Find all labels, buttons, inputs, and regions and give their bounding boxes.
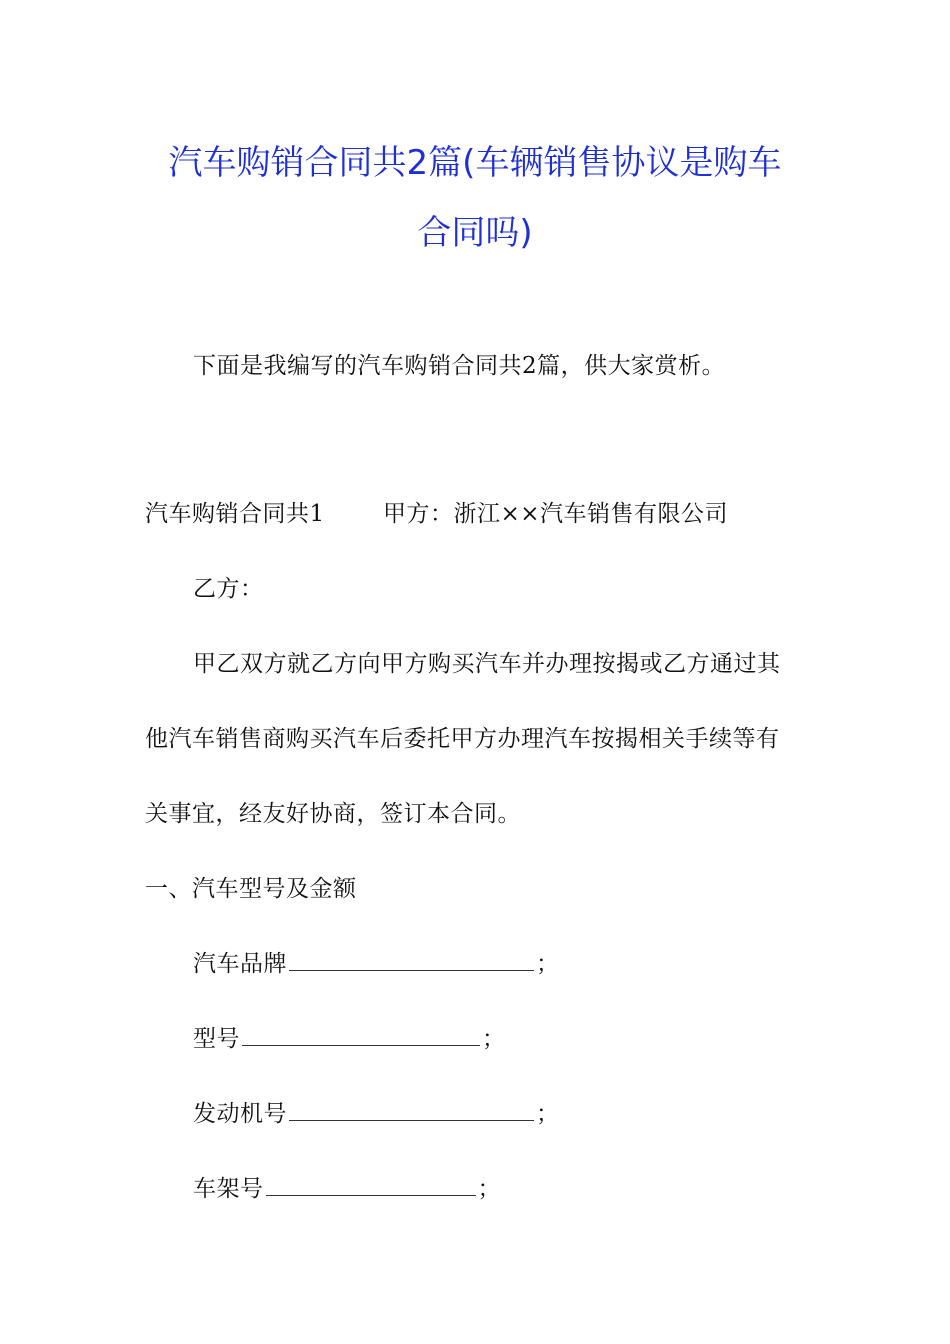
field-model bbox=[193, 1020, 506, 1053]
paragraph-line-2: 他汽车销售商购买汽车后委托甲方办理汽车按揭相关手续等有 bbox=[145, 726, 780, 752]
field-suffix: ； bbox=[536, 951, 560, 977]
fill-in-blank bbox=[242, 1023, 480, 1046]
document-title-line-2: 合同吗) bbox=[417, 213, 533, 253]
party-a: 甲方：浙江××汽车销售有限公司 bbox=[383, 501, 729, 527]
document-title-line-1: 汽车购销合同共2篇(车辆销售协议是购车 bbox=[168, 143, 782, 183]
field-label: 汽车品牌 bbox=[193, 951, 287, 977]
field-suffix: ； bbox=[482, 1026, 506, 1052]
field-car-brand bbox=[193, 945, 560, 978]
field-label: 车架号 bbox=[193, 1176, 264, 1202]
field-suffix: ； bbox=[477, 1176, 501, 1202]
intro-paragraph: 下面是我编写的汽车购销合同共2篇，供大家赏析。 bbox=[193, 353, 726, 379]
clause-1-heading: 一、汽车型号及金额 bbox=[145, 876, 357, 902]
party-b: 乙方： bbox=[193, 576, 264, 602]
fill-in-blank bbox=[289, 948, 534, 971]
field-frame-number bbox=[193, 1170, 501, 1203]
field-suffix: ； bbox=[536, 1101, 560, 1127]
contract-heading: 汽车购销合同共1 bbox=[145, 501, 325, 527]
field-engine-number bbox=[193, 1095, 560, 1128]
field-label: 型号 bbox=[193, 1026, 240, 1052]
field-label: 发动机号 bbox=[193, 1101, 287, 1127]
fill-in-blank bbox=[289, 1098, 534, 1121]
fill-in-blank bbox=[266, 1173, 476, 1196]
paragraph-line-1: 甲乙双方就乙方向甲方购买汽车并办理按揭或乙方通过其 bbox=[193, 651, 781, 677]
paragraph-line-3: 关事宜，经友好协商，签订本合同。 bbox=[145, 801, 521, 827]
